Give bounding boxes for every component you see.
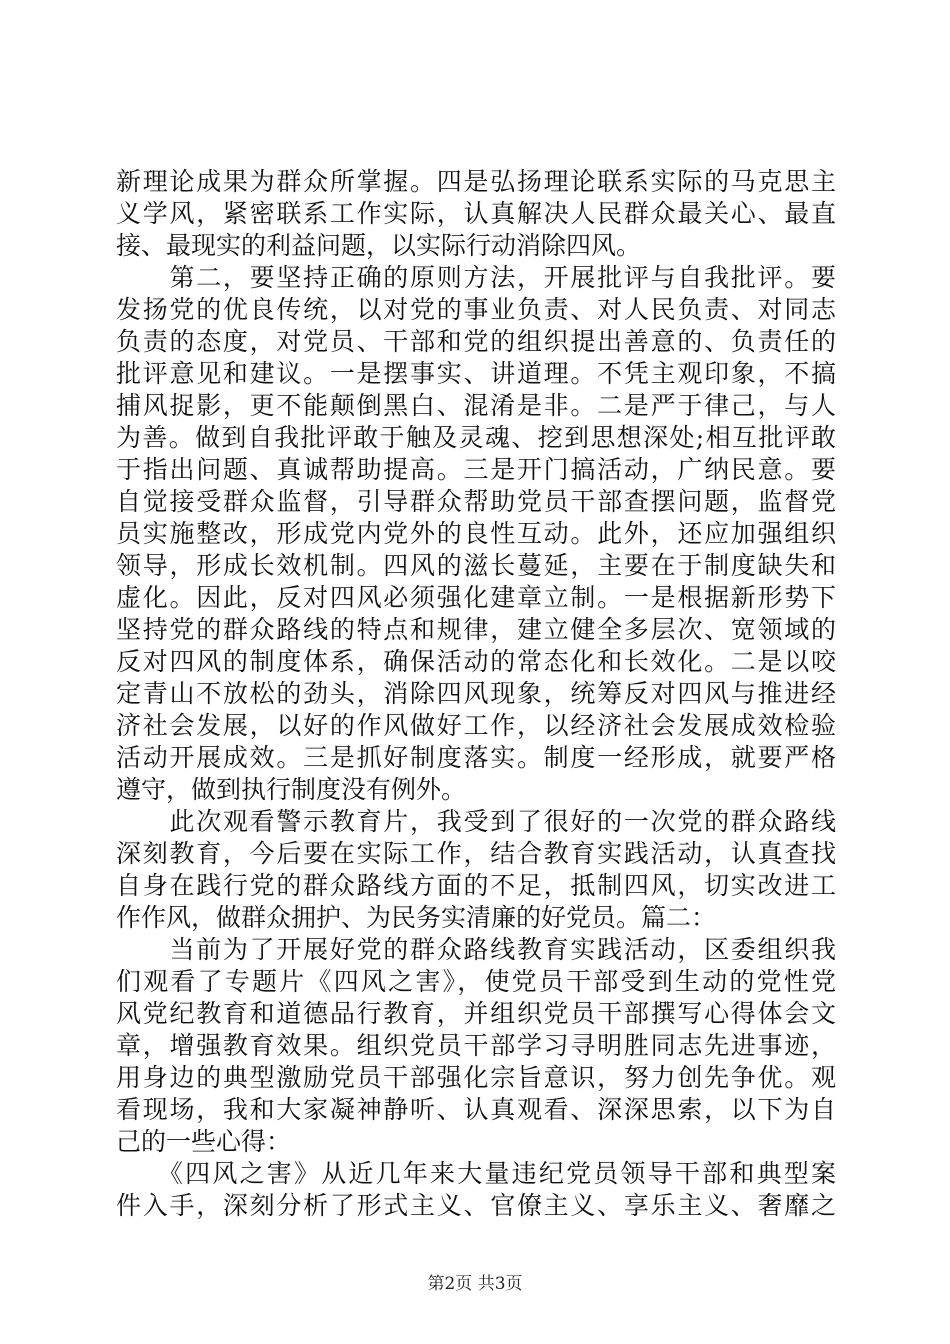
text-line: 义学风，紧密联系工作实际，认真解决人民群众最关心、最直: [116, 199, 836, 228]
text-line: 用身边的典型激励党员干部强化宗旨意识，努力创先争优。观: [116, 1063, 836, 1092]
text-line: 批评意见和建议。一是摆事实、讲道理。不凭主观印象，不搞: [116, 359, 836, 388]
body-text: [116, 166, 836, 1222]
page-number: 第2页 共3页: [427, 1274, 523, 1294]
text-line: 章，增强教育效果。组织党员干部学习寻明胜同志先进事迹，: [116, 1031, 836, 1060]
text-line: 活动开展成效。三是抓好制度落实。制度一经形成，就要严格: [116, 743, 836, 772]
text-line: 作作风，做群众拥护、为民务实清廉的好党员。篇二：: [116, 903, 717, 932]
text-line: 济社会发展，以好的作风做好工作，以经济社会发展成效检验: [116, 711, 836, 740]
text-line: 坚持党的群众路线的特点和规律，建立健全多层次、宽领域的: [116, 615, 836, 644]
text-line: 发扬党的优良传统，以对党的事业负责、对人民负责、对同志: [116, 295, 836, 324]
text-line: 此次观看警示教育片，我受到了很好的一次党的群众路线: [116, 807, 836, 836]
text-line: 领导，形成长效机制。四风的滋长蔓延，主要在于制度缺失和: [116, 551, 836, 580]
text-line: 为善。做到自我批评敢于触及灵魂、挖到思想深处;相互批评敢: [116, 423, 836, 452]
text-line: 们观看了专题片《四风之害》，使党员干部受到生动的党性党: [116, 967, 836, 996]
text-line: 接、最现实的利益问题，以实际行动消除四风。: [116, 231, 642, 260]
text-line: 看现场，我和大家凝神静听、认真观看、深深思索，以下为自: [116, 1095, 836, 1124]
text-line: 风党纪教育和道德品行教育，并组织党员干部撰写心得体会文: [116, 999, 836, 1028]
text-line: 当前为了开展好党的群众路线教育实践活动，区委组织我: [116, 935, 836, 964]
text-line: 于指出问题、真诚帮助提高。三是开门搞活动，广纳民意。要: [116, 455, 836, 484]
text-line: 遵守，做到执行制度没有例外。: [116, 775, 467, 804]
text-line: 反对四风的制度体系，确保活动的常态化和长效化。二是以咬: [116, 647, 836, 676]
text-line: 虚化。因此，反对四风必须强化建章立制。一是根据新形势下: [116, 583, 836, 612]
text-line: 己的一些心得：: [116, 1127, 292, 1156]
text-line: 新理论成果为群众所掌握。四是弘扬理论联系实际的马克思主: [116, 167, 836, 196]
text-line: 深刻教育，今后要在实际工作，结合教育实践活动，认真查找: [116, 839, 836, 868]
text-line: 《四风之害》从近几年来大量违纪党员领导干部和典型案: [116, 1159, 836, 1188]
text-line: 第二，要坚持正确的原则方法，开展批评与自我批评。要: [116, 263, 836, 292]
text-line: 员实施整改，形成党内党外的良性互动。此外，还应加强组织: [116, 519, 836, 548]
text-line: 捕风捉影，更不能颠倒黑白、混淆是非。二是严于律己，与人: [116, 391, 836, 420]
text-line: 件入手，深刻分析了形式主义、官僚主义、享乐主义、奢靡之: [116, 1191, 836, 1220]
text-line: 定青山不放松的劲头，消除四风现象，统筹反对四风与推进经: [116, 679, 836, 708]
text-line: 自觉接受群众监督，引导群众帮助党员干部查摆问题，监督党: [116, 487, 836, 516]
text-line: 负责的态度，对党员、干部和党的组织提出善意的、负责任的: [116, 327, 836, 356]
text-line: 自身在践行党的群众路线方面的不足，抵制四风，切实改进工: [116, 871, 836, 900]
